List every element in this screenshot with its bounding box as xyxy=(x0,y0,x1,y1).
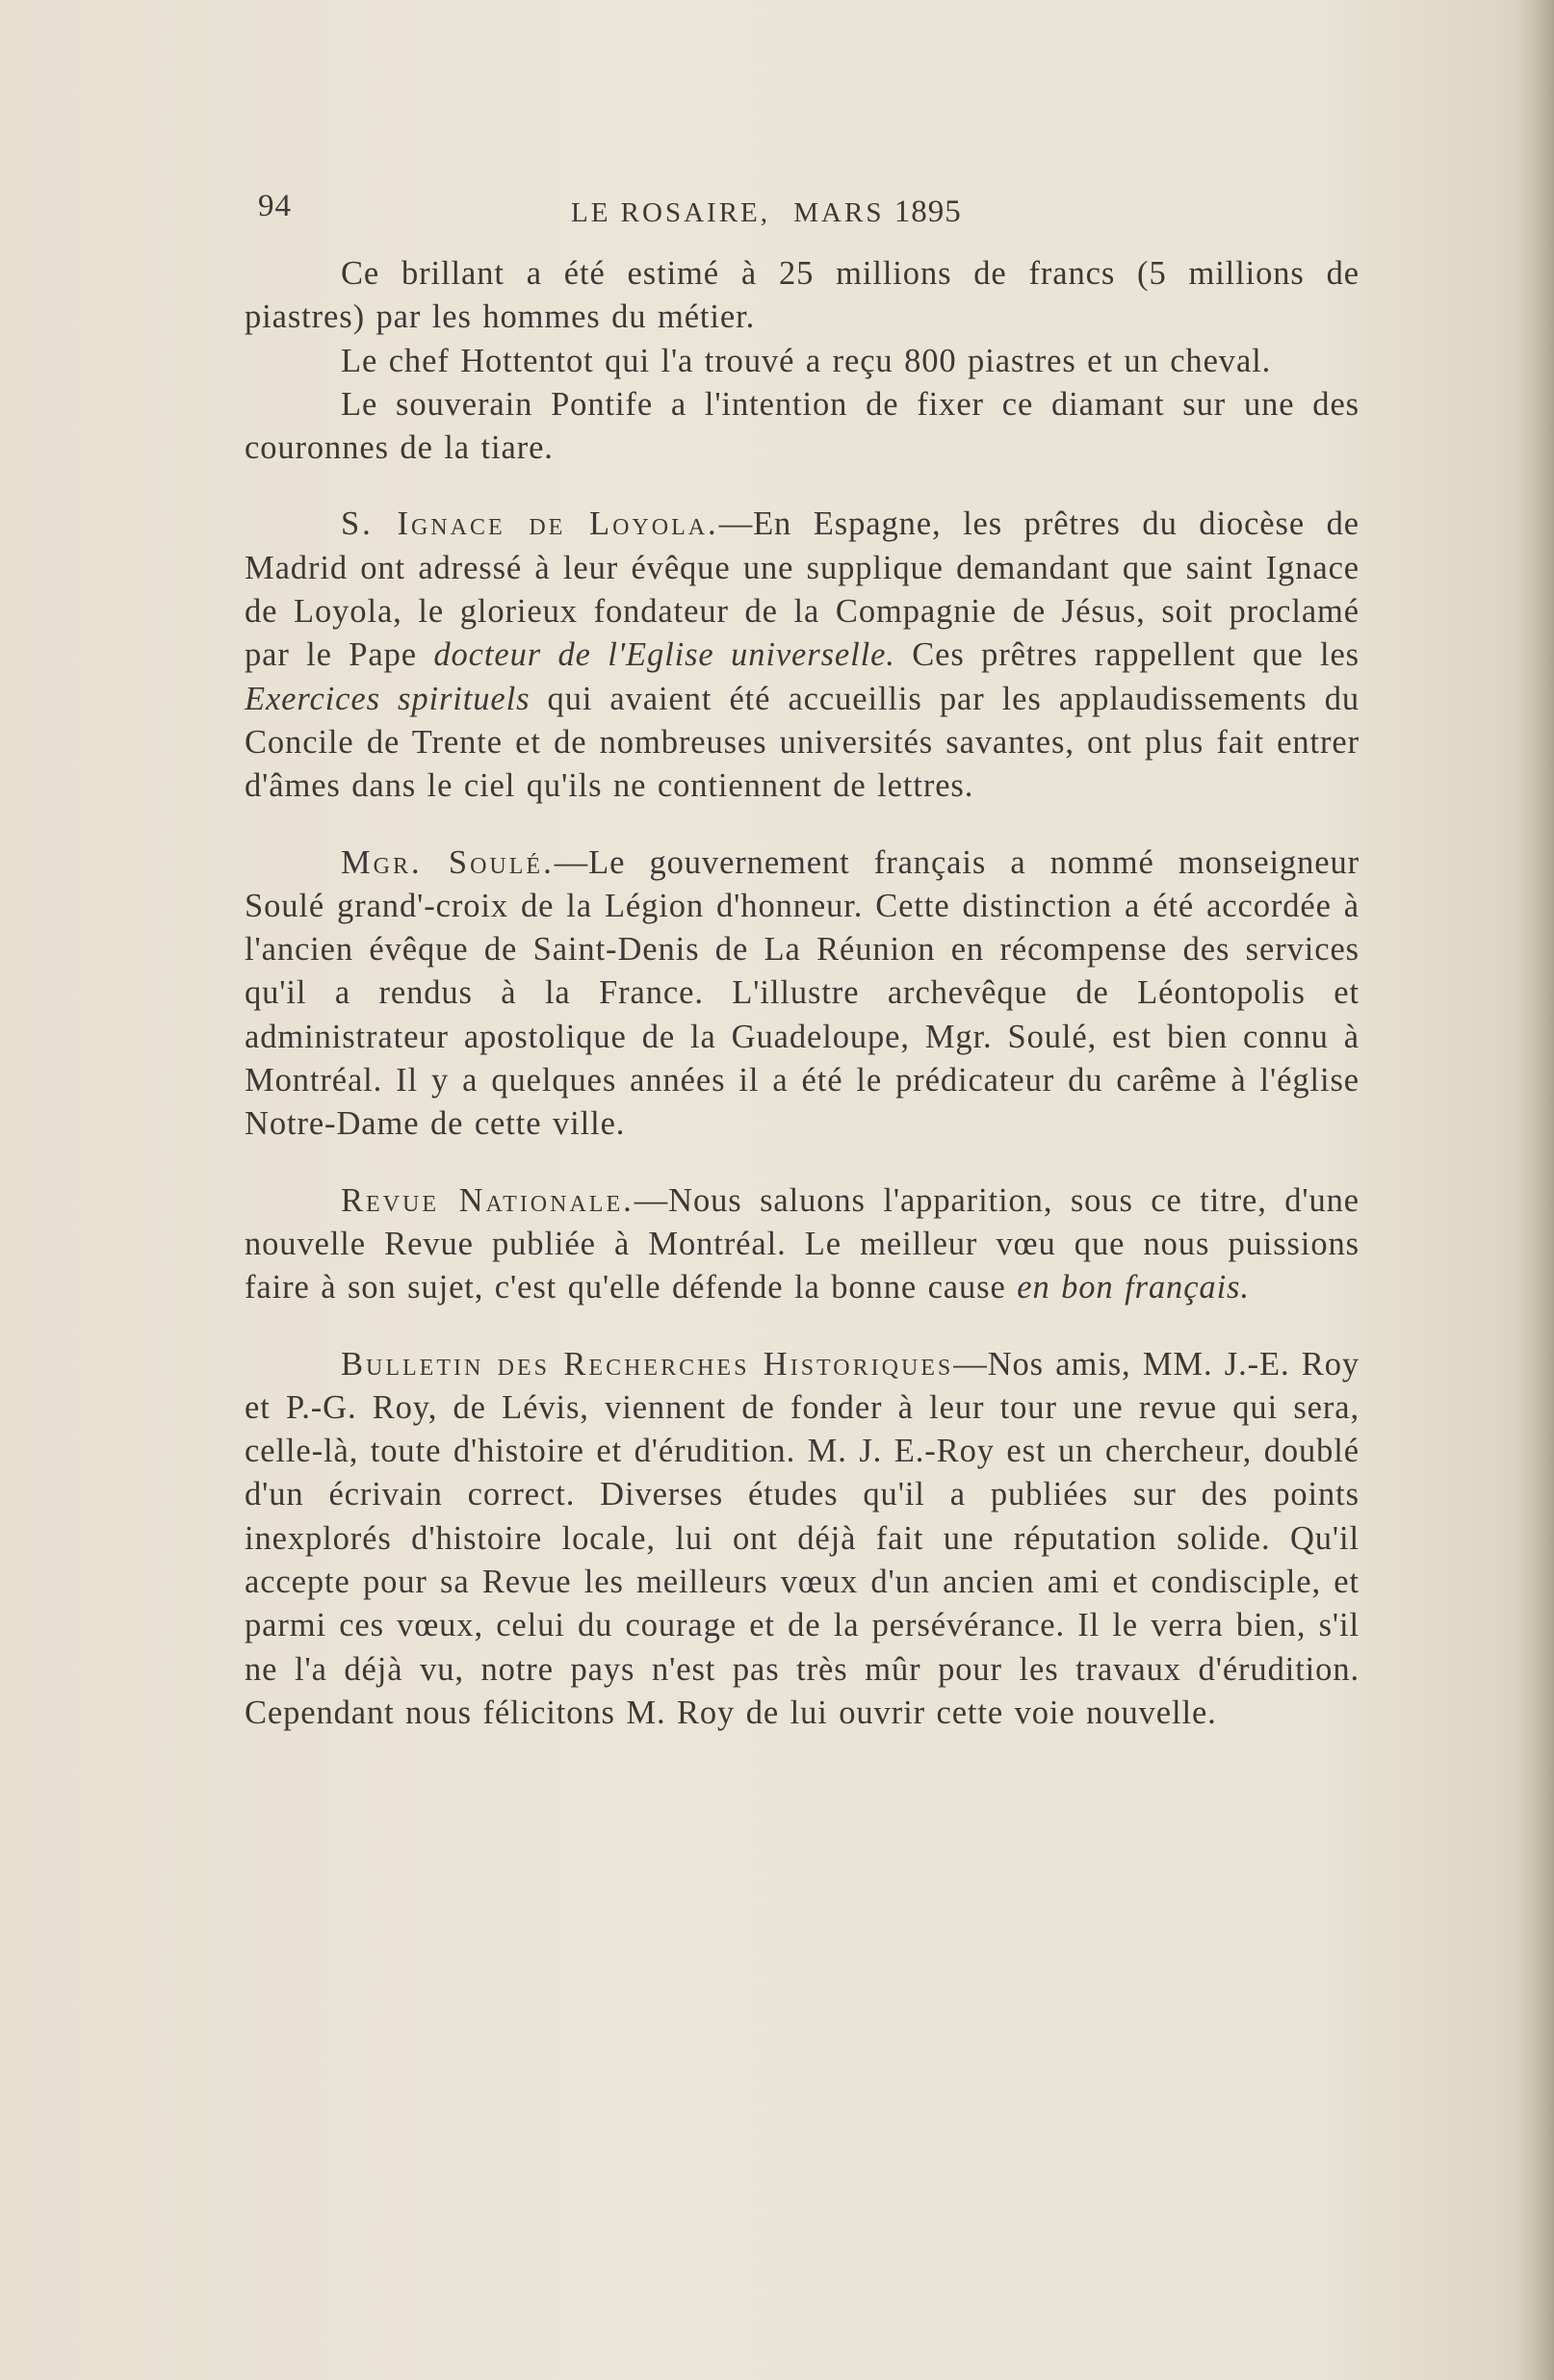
page-edge-shadow xyxy=(1519,0,1554,2380)
journal-title: LE ROSAIRE, xyxy=(571,197,770,228)
paragraph-bulletin-recherches: Bulletin des Recherches Historiques—Nos amis, MM. J.-E. Roy et P.-G. Roy, de Lévis, viennent de fonder à leur tour une revue qui sera, celle-là, toute d'histoire et d'érudition. M. J. E.-Roy est un chercheur, doublé d'un écrivain correct. Diverses études qu'il a publiées sur des points inexplorés d'histoire locale, lui ont déjà fait une réputation solide. Qu'il accepte pour sa Revue les meilleurs vœux d'un ancien ami et condisciple, et parmi ces vœux, celui du courage et de la persévérance. Il le verra bien, s'il ne l'a déjà vu, notre pays n'est pas très mûr pour les travaux d'érudition. Cependant nous félicitons M. Roy de lui ouvrir cette voie nouvelle. xyxy=(245,1345,1360,1731)
section-heading: Bulletin des Recherches Historiques xyxy=(341,1345,954,1383)
section-heading: Mgr. Soulé. xyxy=(341,843,555,881)
section-heading: Revue Nationale. xyxy=(341,1181,635,1219)
paragraph-revue-nationale: Revue Nationale.—Nous saluons l'apparition, sous ce titre, d'une nouvelle Revue publiée à Montréal. Le meilleur vœu que nous puissions faire à son sujet, c'est qu'elle défende la bonne cause en bon français. xyxy=(245,1181,1360,1306)
italic-phrase: en bon français. xyxy=(1017,1269,1250,1306)
article-body xyxy=(245,252,1360,1735)
paragraph-tiara: Le souverain Pontife a l'intention de fixer ce diamant sur une des couronnes de la tiare. xyxy=(245,385,1360,467)
issue-year: 1895 xyxy=(894,194,962,229)
running-header xyxy=(258,189,1071,237)
issue-month: MARS xyxy=(793,197,885,228)
page-number: 94 xyxy=(258,189,292,223)
running-title xyxy=(571,194,962,230)
paragraph-ignace-loyola: S. Ignace de Loyola.—En Espagne, les prêtres du diocèse de Madrid ont adressé à leur évêque une supplique demandant que saint Ignace de Loyola, le glorieux fondateur de la Compagnie de Jésus, soit proclamé par le Pape docteur de l'Eglise universelle. Ces prêtres rappellent que les Exercices spirituels qui avaient été accueillis par les applaudissements du Concile de Trente et de nombreuses universités savantes, ont plus fait entrer d'âmes dans le ciel qu'ils ne contiennent de lettres. xyxy=(245,505,1360,805)
italic-phrase: docteur de l'Eglise universelle. xyxy=(433,636,895,674)
paragraph-diamond-value: Ce brillant a été estimé à 25 millions de francs (5 millions de piastres) par les hommes du métier. xyxy=(245,255,1360,336)
paragraph-mgr-soule: Mgr. Soulé.—Le gouvernement français a nommé monseigneur Soulé grand'-croix de la Légion d'honneur. Cette distinction a été accordée à l'ancien évêque de Saint-Denis de La Réunion en récompense des services qu'il a rendus à la France. L'illustre archevêque de Léontopolis et administrateur apostolique de la Guadeloupe, Mgr. Soulé, est bien connu à Montréal. Il y a quelques années il a été le prédicateur du carême à l'église Notre-Dame de cette ville. xyxy=(245,843,1360,1143)
paragraph-hottentot: Le chef Hottentot qui l'a trouvé a reçu 800 piastres et un cheval. xyxy=(341,342,1272,379)
section-heading: S. Ignace de Loyola. xyxy=(341,505,719,543)
italic-phrase: Exercices spirituels xyxy=(245,680,531,717)
